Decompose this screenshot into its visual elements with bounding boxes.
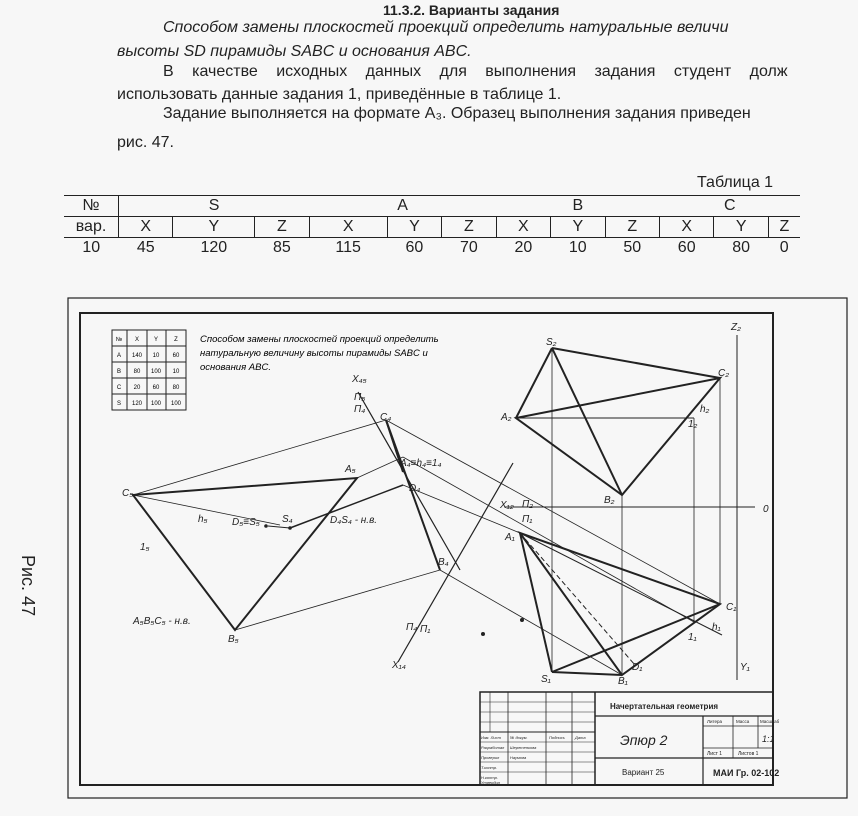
label-c2: C₂ — [718, 368, 730, 379]
mini-table-cell: 10 — [152, 353, 160, 359]
label-d1: D₁ — [632, 662, 643, 673]
label-b1: B₁ — [618, 676, 628, 687]
title-row-label: Изм. Лист — [481, 735, 501, 740]
title-checker: Наумова — [510, 755, 527, 760]
label-pi4-lower: П₄ — [406, 622, 418, 633]
mini-table-cell: X — [134, 337, 140, 343]
title-doc-label: № докум. — [510, 735, 528, 740]
sheet-outer-frame — [68, 298, 847, 798]
mini-table-cell: 10 — [172, 369, 180, 375]
mini-table-cell: 140 — [131, 353, 143, 359]
mini-table-cell: B — [116, 369, 122, 375]
table-axis: Y — [173, 217, 255, 238]
mini-table-cell: 60 — [172, 353, 180, 359]
table-axis: Y — [551, 217, 605, 238]
label-s1: S₁ — [541, 674, 551, 685]
top-projection — [520, 533, 722, 675]
mini-data-table — [112, 330, 186, 410]
task-line: натуральную величину высоты пирамиды SABC и — [200, 348, 428, 359]
title-variant: Вариант 25 — [622, 768, 665, 777]
table-axis: Y — [714, 217, 768, 238]
table-no-label: № — [64, 196, 119, 217]
mini-table-cell: 20 — [133, 385, 141, 391]
label-s2: S₂ — [546, 337, 557, 348]
table-cell: 45 — [136, 239, 155, 256]
table-cell: 0 — [779, 239, 789, 256]
label-pi1: П₁ — [522, 514, 533, 525]
label-h1: h₁ — [712, 622, 721, 633]
table-axis: X — [309, 217, 387, 238]
label-b2: B₂ — [604, 495, 615, 506]
plane-4-projection — [290, 420, 720, 675]
table-cell: 85 — [273, 239, 291, 256]
title-col-scale: Масштаб — [760, 719, 780, 724]
table-axis: Z — [255, 217, 309, 238]
label-h2: h₂ — [700, 404, 710, 415]
table-axis: X — [659, 217, 713, 238]
label-a2: A₂ — [501, 412, 512, 423]
mini-table-cell: Z — [174, 337, 178, 343]
label-d4: D₄ — [409, 483, 421, 494]
table-cell: 115 — [335, 239, 361, 256]
label-11: 1₁ — [688, 632, 697, 643]
label-pi1-lower: П₁ — [420, 624, 431, 635]
title-row-label: Проверил — [481, 755, 500, 760]
label-c5: C₅ — [122, 488, 134, 499]
title-drawing: Эпюр 2 — [620, 732, 668, 748]
table-point-b: B — [496, 196, 659, 217]
table-point-a: A — [309, 196, 496, 217]
table-cell: 80 — [732, 239, 751, 256]
task-line: Способом замены плоскостей проекций определить — [200, 334, 439, 345]
title-col-litera: Литера — [707, 719, 722, 724]
mini-table-cell: 100 — [150, 401, 162, 407]
table-cell: 20 — [514, 239, 533, 256]
title-col-mass: Масса — [736, 719, 750, 724]
mini-table-cell: 100 — [150, 369, 162, 375]
label-x12: X₁₂ — [500, 500, 514, 511]
title-block-text — [481, 702, 780, 785]
table-cell: 70 — [459, 239, 478, 256]
label-pi2: П₂ — [522, 499, 534, 510]
label-b5: B₅ — [228, 634, 239, 645]
title-group: МАИ Гр. 02-102 — [713, 768, 780, 778]
title-col-sign: Подпись — [549, 735, 565, 740]
paragraph-3-line-2: рис. 47. — [117, 134, 174, 151]
label-triangle-true: A₅B₅C₅ - н.в. — [133, 616, 191, 627]
label-x14: X₁₄ — [392, 660, 406, 671]
label-a5: A₅ — [345, 464, 356, 475]
table-axis: Z — [768, 217, 800, 238]
table-cell: 60 — [405, 239, 424, 256]
table-var-label: вар. — [64, 217, 119, 238]
label-c1: C₁ — [726, 602, 737, 613]
title-row-label: Утвердил — [481, 780, 501, 785]
label-d5-s5: D₅≡S₅ — [232, 517, 260, 528]
mini-table-cell: № — [115, 337, 123, 343]
paragraph-2-line-1: В качестве исходных данных для выполнения задания студент долж — [163, 63, 788, 80]
task-line: основания ABC. — [200, 362, 271, 373]
paragraph-1-line-2: высоты SD пирамиды SABC и основания ABC. — [117, 43, 472, 60]
table-cell: 60 — [677, 239, 696, 256]
table-cell: 50 — [623, 239, 642, 256]
label-a4-h4-14: A₄≡h₄≡1₄ — [400, 458, 442, 469]
label-d4s4-true: D₄S₄ - н.в. — [330, 515, 378, 526]
table-point-s: S — [119, 196, 310, 217]
table-axis: X — [119, 217, 173, 238]
task-statement — [200, 334, 439, 373]
figure-label: Рис. 47 — [18, 555, 38, 617]
label-x45: X₄₅ — [352, 374, 367, 385]
title-col-date: Дата — [575, 735, 586, 740]
label-o: 0 — [763, 504, 769, 515]
table-caption: Таблица 1 — [697, 174, 774, 191]
title-scale: 1:1 — [762, 734, 775, 744]
label-h5: h₅ — [198, 514, 208, 525]
table-point-c: C — [659, 196, 800, 217]
construction-points — [264, 524, 524, 636]
mini-table-cell: 80 — [133, 369, 141, 375]
table-axis: X — [496, 217, 550, 238]
title-author: Шеретенкова — [510, 745, 537, 750]
table-cell-variant: 10 — [82, 239, 101, 256]
table-axis: Z — [442, 217, 496, 238]
table-cell: 10 — [568, 239, 587, 256]
mini-table-cell: 60 — [152, 385, 160, 391]
title-row-label: Т.контр. — [481, 765, 498, 770]
section-heading: 11.3.2. Варианты задания — [383, 2, 560, 18]
title-row-label: Разработал — [481, 745, 505, 750]
paragraph-3-line-1: Задание выполняется на формате А₃. Образец выполнения задания приведен — [163, 105, 751, 122]
label-pi4: П₄ — [354, 404, 366, 415]
title-sheets: Листов 1 — [738, 751, 759, 757]
label-a1: A₁ — [505, 532, 515, 543]
sheet-inner-frame — [80, 313, 773, 785]
mini-table-cell: C — [116, 385, 122, 391]
label-y1: Y₁ — [740, 662, 750, 673]
mini-table-cell: Y — [153, 337, 159, 343]
label-pi5: П₅ — [354, 392, 366, 403]
label-b4: B₄ — [438, 557, 449, 568]
label-s4: S₄ — [282, 514, 293, 525]
paragraph-1-line-1: Способом замены плоскостей проекций определить натуральные величи — [163, 19, 729, 36]
mini-table-cell: 100 — [170, 401, 182, 407]
table-axis: Z — [605, 217, 659, 238]
label-12: 1₂ — [688, 419, 698, 430]
mini-table-cell: A — [116, 353, 122, 359]
paragraph-2-line-2: использовать данные задания 1, приведённые в таблице 1. — [117, 86, 562, 103]
title-row-label: Н.контр. — [481, 775, 498, 780]
label-15: 1₅ — [140, 542, 150, 553]
plane-5-projection — [133, 420, 440, 630]
table-cell: 120 — [200, 239, 228, 256]
label-z2: Z₂ — [731, 322, 741, 333]
title-sheet: Лист 1 — [707, 751, 723, 757]
title-subject: Начертательная геометрия — [610, 702, 719, 711]
mini-table-cell: 80 — [172, 385, 180, 391]
point-labels — [122, 322, 769, 687]
mini-table-cell: 120 — [131, 401, 143, 407]
label-c4: C₄ — [380, 412, 392, 423]
mini-table-cell: S — [116, 401, 122, 407]
table-axis: Y — [387, 217, 441, 238]
